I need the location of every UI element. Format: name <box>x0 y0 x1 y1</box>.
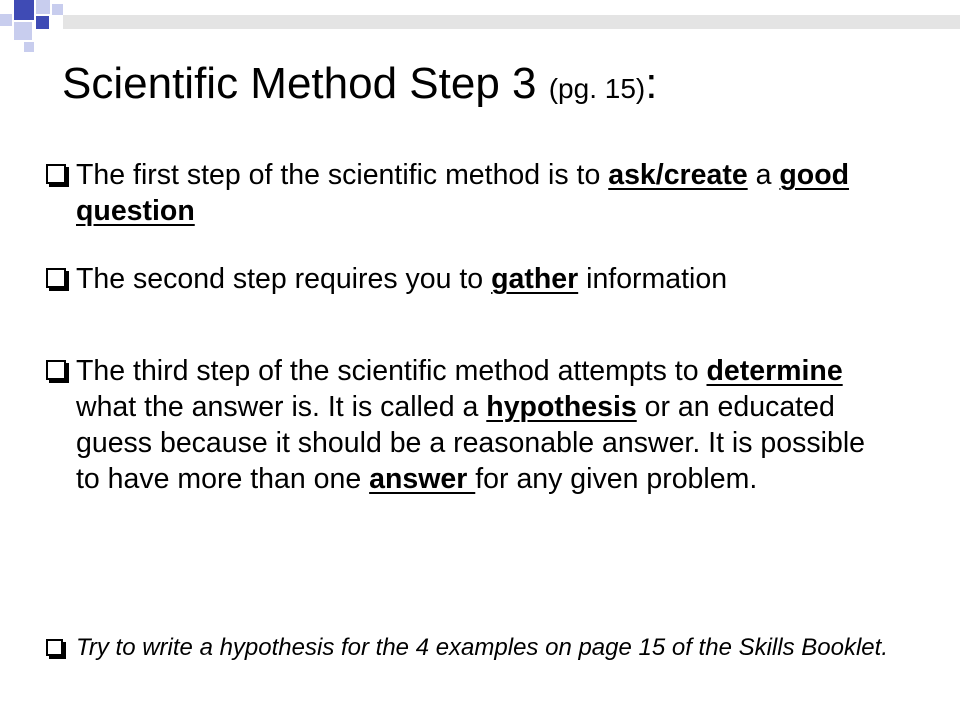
underlined-term: ask/create <box>608 159 748 191</box>
hollow-square-bullet-icon <box>46 639 63 656</box>
deco-square-light <box>24 42 34 52</box>
deco-square-light <box>36 0 50 14</box>
title-colon: : <box>645 59 658 108</box>
bullet-item <box>46 157 916 229</box>
title-page-ref: (pg. 15) <box>548 73 646 104</box>
bullet-item <box>46 353 916 497</box>
deco-square-dark <box>36 16 49 29</box>
hollow-square-bullet-icon <box>46 268 66 288</box>
deco-square-dark <box>14 0 34 20</box>
text-run: or an educated guess because it should be a reasonable answer. It is possible to have more than one <box>76 391 865 495</box>
slide-title <box>62 59 658 108</box>
text-run: The second step requires you to <box>76 263 492 295</box>
underlined-term: answer <box>369 463 476 495</box>
text-run: for any given problem. <box>475 463 758 495</box>
underlined-term: gather <box>491 263 579 295</box>
underlined-term: hypothesis <box>486 391 637 423</box>
hollow-square-bullet-icon <box>46 164 66 184</box>
bullet-text <box>76 261 776 297</box>
bullet-item <box>46 261 916 297</box>
underlined-term: determine <box>706 355 843 387</box>
bullet-item <box>46 633 916 663</box>
text-run: The first step of the scientific method is to <box>76 159 609 191</box>
header-bar <box>63 15 960 29</box>
underlined-term: good question <box>76 159 850 227</box>
deco-square-light <box>0 14 12 26</box>
deco-square-light <box>52 4 63 15</box>
title-main: Scientific Method Step 3 <box>62 59 537 108</box>
text-run: information <box>578 263 728 295</box>
text-run: The third step of the scientific method attempts to <box>76 355 707 387</box>
bullet-text <box>76 353 896 497</box>
hollow-square-bullet-icon <box>46 360 66 380</box>
bullet-text: Try to write a hypothesis for the 4 examples on page 15 of the Skills Booklet. <box>76 634 888 661</box>
deco-square-light <box>14 22 32 40</box>
corner-decoration <box>0 0 80 60</box>
text-run: what the answer is. It is called a <box>76 391 487 423</box>
text-run: a <box>747 159 780 191</box>
bullet-text <box>76 157 916 229</box>
